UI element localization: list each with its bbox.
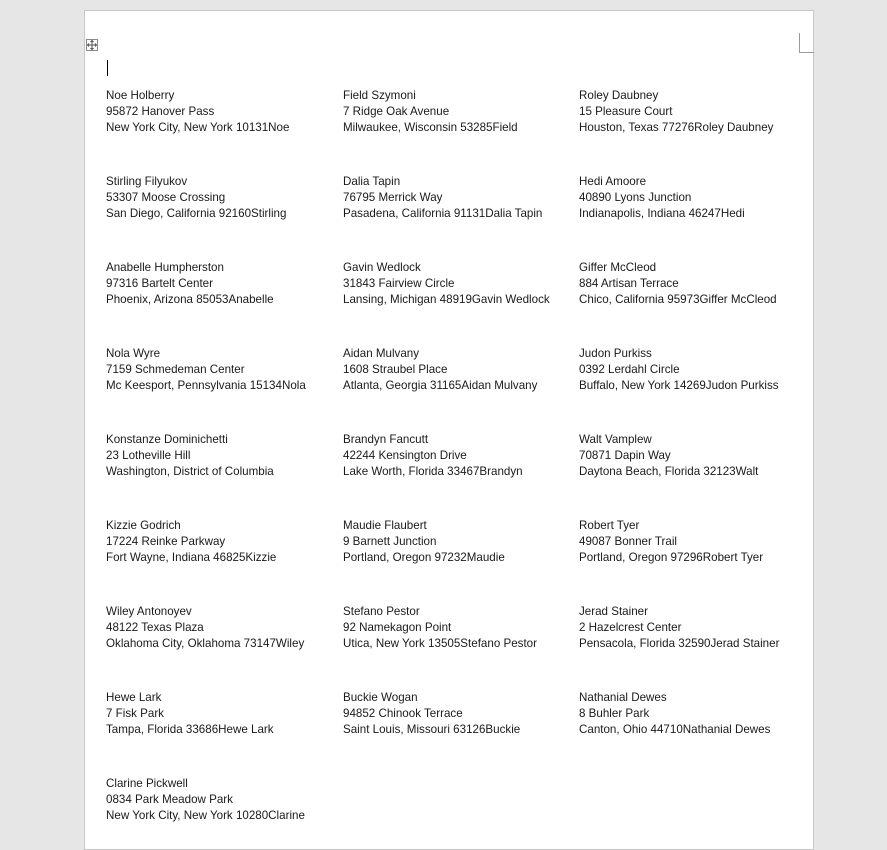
- label-city: Portland, Oregon 97232Maudie: [343, 551, 505, 564]
- label-name: Roley Daubney: [579, 89, 659, 102]
- label-city: Saint Louis, Missouri 63126Buckie: [343, 723, 521, 736]
- label-name: Gavin Wedlock: [343, 261, 421, 274]
- address-label[interactable]: [579, 604, 815, 660]
- label-street: 0834 Park Meadow Park: [106, 793, 233, 806]
- address-label[interactable]: [343, 260, 579, 316]
- label-name: Robert Tyer: [579, 519, 640, 532]
- label-street: 17224 Reinke Parkway: [106, 535, 226, 548]
- label-street: 42244 Kensington Drive: [343, 449, 467, 462]
- label-name: Nathanial Dewes: [579, 691, 667, 704]
- label-city: Phoenix, Arizona 85053Anabelle: [106, 293, 274, 306]
- address-label[interactable]: [343, 346, 579, 402]
- address-label[interactable]: [106, 690, 342, 746]
- label-street: 7159 Schmedeman Center: [106, 363, 245, 376]
- label-city: Indianapolis, Indiana 46247Hedi: [579, 207, 745, 220]
- label-name: Noe Holberry: [106, 89, 175, 102]
- label-street: 0392 Lerdahl Circle: [579, 363, 680, 376]
- margin-corner-mark: [799, 33, 814, 53]
- label-city: New York City, New York 10280Clarine: [106, 809, 305, 822]
- label-street: 97316 Bartelt Center: [106, 277, 213, 290]
- label-name: Nola Wyre: [106, 347, 161, 360]
- address-label[interactable]: [343, 690, 579, 746]
- label-street: 23 Lotheville Hill: [106, 449, 191, 462]
- label-city: Canton, Ohio 44710Nathanial Dewes: [579, 723, 771, 736]
- address-label[interactable]: [579, 432, 815, 488]
- label-name: Wiley Antonoyev: [106, 605, 192, 618]
- address-label[interactable]: [343, 518, 579, 574]
- label-street: 53307 Moose Crossing: [106, 191, 226, 204]
- label-street: 9 Barnett Junction: [343, 535, 437, 548]
- address-label[interactable]: [106, 260, 342, 316]
- address-label[interactable]: [106, 88, 342, 144]
- address-label[interactable]: [106, 174, 342, 230]
- label-city: San Diego, California 92160Stirling: [106, 207, 287, 220]
- text-cursor: [107, 60, 108, 76]
- label-name: Buckie Wogan: [343, 691, 418, 704]
- label-street: 15 Pleasure Court: [579, 105, 673, 118]
- label-city: Houston, Texas 77276Roley Daubney: [579, 121, 774, 134]
- address-label[interactable]: [106, 776, 342, 832]
- label-city: Milwaukee, Wisconsin 53285Field: [343, 121, 518, 134]
- address-label[interactable]: [343, 432, 579, 488]
- label-name: Giffer McCleod: [579, 261, 657, 274]
- label-street: 8 Buhler Park: [579, 707, 650, 720]
- label-city: Lansing, Michigan 48919Gavin Wedlock: [343, 293, 550, 306]
- address-label[interactable]: [579, 260, 815, 316]
- address-label[interactable]: [579, 174, 815, 230]
- label-name: Walt Vamplew: [579, 433, 652, 446]
- label-name: Judon Purkiss: [579, 347, 652, 360]
- label-city: New York City, New York 10131Noe: [106, 121, 290, 134]
- label-street: 49087 Bonner Trail: [579, 535, 677, 548]
- label-name: Hedi Amoore: [579, 175, 647, 188]
- label-street: 7 Ridge Oak Avenue: [343, 105, 450, 118]
- label-city: Portland, Oregon 97296Robert Tyer: [579, 551, 764, 564]
- document-page: [84, 10, 814, 850]
- label-name: Stefano Pestor: [343, 605, 420, 618]
- label-street: 76795 Merrick Way: [343, 191, 443, 204]
- label-street: 884 Artisan Terrace: [579, 277, 679, 290]
- label-street: 31843 Fairview Circle: [343, 277, 455, 290]
- address-label[interactable]: [343, 88, 579, 144]
- label-street: 2 Hazelcrest Center: [579, 621, 682, 634]
- label-name: Clarine Pickwell: [106, 777, 188, 790]
- label-city: Fort Wayne, Indiana 46825Kizzie: [106, 551, 277, 564]
- label-name: Jerad Stainer: [579, 605, 648, 618]
- address-label[interactable]: [343, 604, 579, 660]
- label-name: Kizzie Godrich: [106, 519, 181, 532]
- label-street: 70871 Dapin Way: [579, 449, 671, 462]
- label-street: 48122 Texas Plaza: [106, 621, 204, 634]
- address-label[interactable]: [106, 432, 342, 488]
- address-label[interactable]: [106, 346, 342, 402]
- label-city: Atlanta, Georgia 31165Aidan Mulvany: [343, 379, 538, 392]
- label-name: Maudie Flaubert: [343, 519, 427, 532]
- address-label[interactable]: [579, 518, 815, 574]
- address-label[interactable]: [343, 174, 579, 230]
- label-name: Aidan Mulvany: [343, 347, 420, 360]
- label-street: 40890 Lyons Junction: [579, 191, 692, 204]
- label-city: Pasadena, California 91131Dalia Tapin: [343, 207, 543, 220]
- label-city: Tampa, Florida 33686Hewe Lark: [106, 723, 274, 736]
- label-name: Dalia Tapin: [343, 175, 401, 188]
- label-city: Buffalo, New York 14269Judon Purkiss: [579, 379, 779, 392]
- label-city: Pensacola, Florida 32590Jerad Stainer: [579, 637, 780, 650]
- label-name: Brandyn Fancutt: [343, 433, 429, 446]
- label-name: Anabelle Humpherston: [106, 261, 224, 274]
- address-label[interactable]: [579, 346, 815, 402]
- label-street: 95872 Hanover Pass: [106, 105, 215, 118]
- label-city: Utica, New York 13505Stefano Pestor: [343, 637, 537, 650]
- label-street: 7 Fisk Park: [106, 707, 164, 720]
- address-label[interactable]: [579, 88, 815, 144]
- label-name: Stirling Filyukov: [106, 175, 188, 188]
- address-label[interactable]: [106, 518, 342, 574]
- label-name: Konstanze Dominichetti: [106, 433, 228, 446]
- label-city: Mc Keesport, Pennsylvania 15134Nola: [106, 379, 306, 392]
- label-city: Oklahoma City, Oklahoma 73147Wiley: [106, 637, 305, 650]
- label-city: Washington, District of Columbia: [106, 465, 274, 478]
- label-city: Daytona Beach, Florida 32123Walt: [579, 465, 759, 478]
- label-name: Field Szymoni: [343, 89, 416, 102]
- address-label[interactable]: [106, 604, 342, 660]
- label-street: 1608 Straubel Place: [343, 363, 448, 376]
- label-city: Chico, California 95973Giffer McCleod: [579, 293, 777, 306]
- label-street: 94852 Chinook Terrace: [343, 707, 463, 720]
- label-street: 92 Namekagon Point: [343, 621, 452, 634]
- label-city: Lake Worth, Florida 33467Brandyn: [343, 465, 523, 478]
- table-move-handle-icon[interactable]: [86, 39, 98, 51]
- address-label[interactable]: [579, 690, 815, 746]
- label-name: Hewe Lark: [106, 691, 162, 704]
